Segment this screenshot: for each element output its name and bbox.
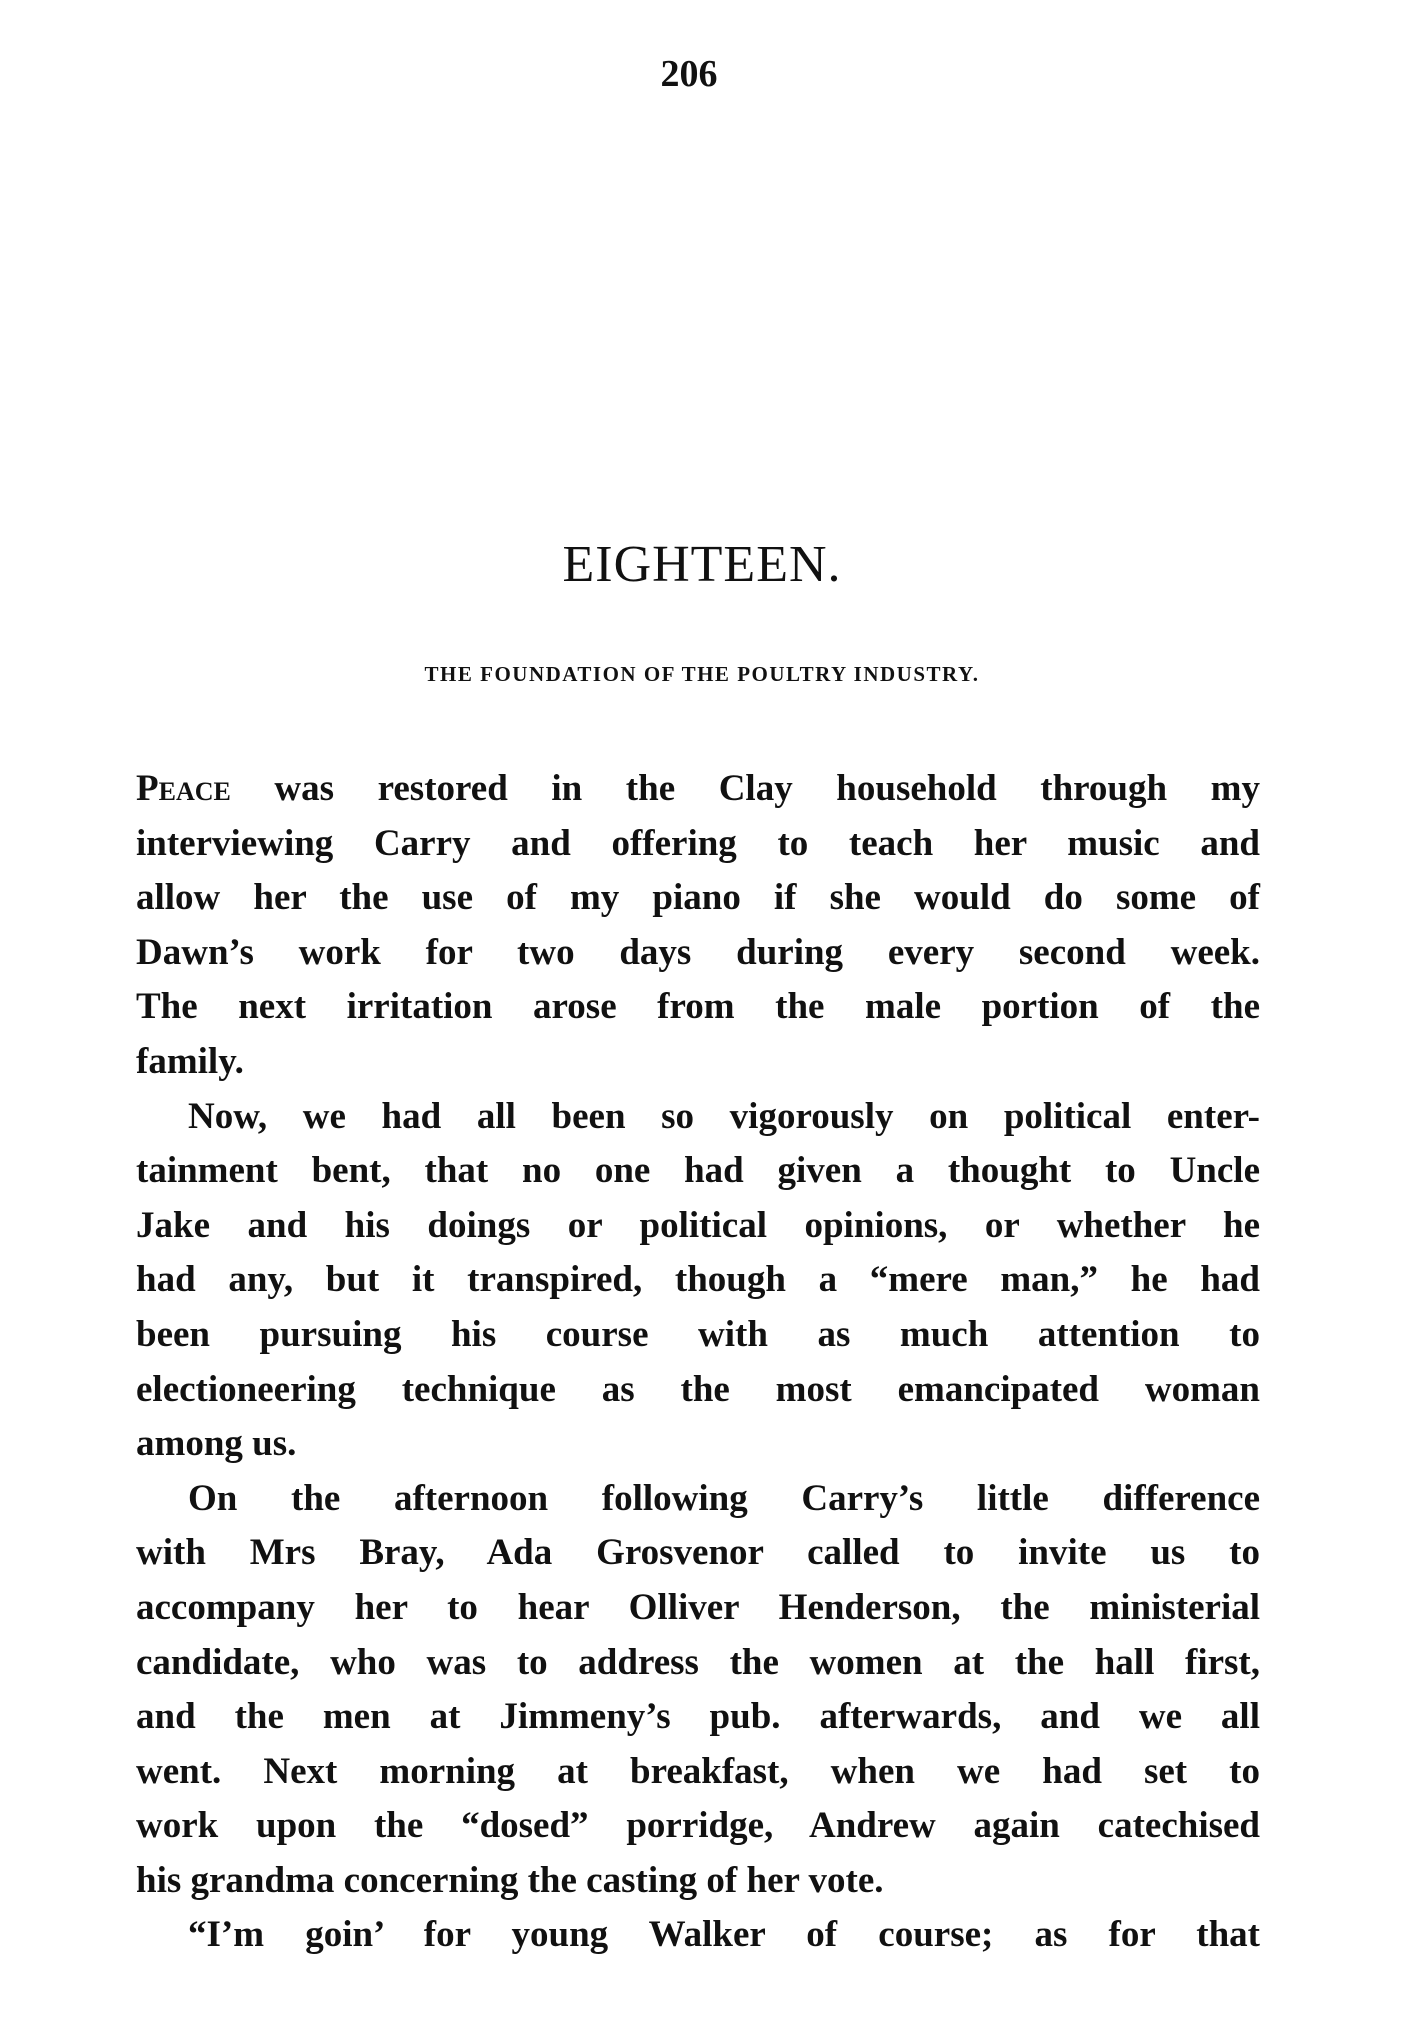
text-line: went. Next morning at breakfast, when we had set to <box>136 1750 1260 1792</box>
text-line <box>136 762 1260 817</box>
chapter-title: EIGHTEEN. <box>562 536 842 593</box>
text-line: and the men at Jimmeny’s pub. afterwards, and we all <box>136 1696 1260 1738</box>
text-line: been pursuing his course with as much attention to <box>136 1313 1260 1355</box>
text-line: On the afternoon following Carry’s little difference <box>188 1477 1260 1519</box>
text-line: Jake and his doings or political opinions, or whether he <box>136 1204 1260 1246</box>
text-line: allow her the use of my piano if she would do some of <box>136 877 1260 919</box>
body-text <box>136 762 1260 1963</box>
text-line: “I’m goin’ for young Walker of course; as for that <box>188 1914 1260 1956</box>
text-line: had any, but it transpired, though a “mere man,” he had <box>136 1259 1260 1301</box>
text-line: The next irritation arose from the male portion of the <box>136 986 1260 1028</box>
text-line: family. <box>136 1040 244 1082</box>
text-line: among us. <box>136 1423 297 1465</box>
text-line: work upon the “dosed” porridge, Andrew again catechised <box>136 1805 1260 1847</box>
line-text: was restored in the Clay household through my <box>230 768 1260 809</box>
page-number: 206 <box>660 53 718 95</box>
text-line: interviewing Carry and offering to teach her music and <box>136 822 1260 864</box>
text-line: candidate, who was to address the women at the hall first, <box>136 1641 1260 1683</box>
text-line: his grandma concerning the casting of her vote. <box>136 1859 884 1901</box>
text-line: tainment bent, that no one had given a thought to Uncle <box>136 1150 1260 1192</box>
text-line: Dawn’s work for two days during every second week. <box>136 931 1260 973</box>
text-line: with Mrs Bray, Ada Grosvenor called to invite us to <box>136 1532 1260 1574</box>
text-line: accompany her to hear Olliver Henderson, the ministerial <box>136 1586 1260 1628</box>
text-line: electioneering technique as the most emancipated woman <box>136 1368 1260 1410</box>
drop-word: Peace <box>136 768 231 809</box>
chapter-subtitle: THE FOUNDATION OF THE POULTRY INDUSTRY. <box>424 662 980 686</box>
text-line: Now, we had all been so vigorously on political enter- <box>188 1095 1260 1137</box>
